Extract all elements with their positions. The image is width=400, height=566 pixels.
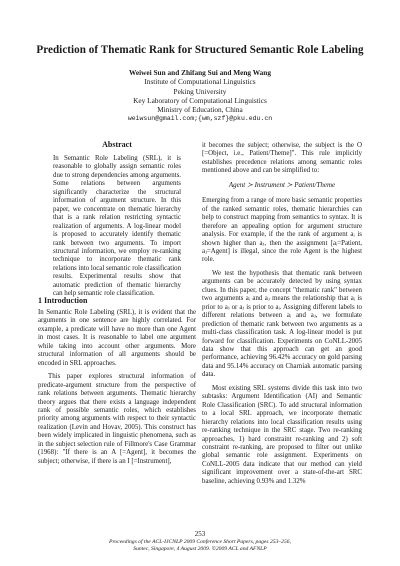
affiliation-line: Key Laboratory of Computational Linguistics [133, 95, 267, 105]
page-number: 253 [194, 530, 206, 538]
section-heading-introduction: 1 Introduction [38, 296, 88, 305]
proceedings-line: Proceedings of the ACL-IJCNLP 2009 Conference Short Papers, pages 253–256, [109, 539, 291, 545]
venue-line [0, 546, 400, 553]
affiliation-line: Institute of Computational Linguistics [144, 77, 256, 87]
author-block [0, 68, 400, 124]
introduction-body [38, 309, 196, 471]
affiliation-line: Ministry of Education, China [157, 105, 243, 115]
paper-title: Prediction of Thematic Rank for Structured Semantic Role Labeling [36, 44, 364, 56]
venue-date: Suntec, Singapore, 4 August 2009. [133, 545, 211, 552]
author-names: Weiwei Sun and Zhifang Sui and Meng Wang [128, 68, 271, 77]
author-email: weiwsun@gmail.com;{wm,szf}@pku.edu.cn [127, 115, 273, 123]
paragraph: This paper explores structural information of predicate-argument structure from the perspective of rank relations between arguments. Thematic hierarchy theory argues that there exists a language independent rank of possible semantic roles, which establishes priority among arguments with respect to their syntactic realization (Levin and Hovav, 2005). This construct has been widely implicated in linguistic phenomena, such as in the subject selection rule of Fillmore's Case Grammar (1968): "If there is an A [=Agent], it becomes the subject; otherwise, if there is an I [=Instrument], [38, 373, 196, 465]
thematic-hierarchy-equation: Agent ≻ Instrument ≻ Patient/Theme [228, 180, 336, 189]
abstract-heading: Abstract [102, 140, 132, 149]
page-footer [0, 530, 400, 553]
right-column-body [202, 142, 362, 491]
abstract-text: In Semantic Role Labeling (SRL), it is reasonable to globally assign semantic roles due to strong dependencies among arguments. Some relations between arguments significantly characterize the structural information of argument structure. In this paper, we concentrate on thematic hierarchy that is a rank relation restricting syntactic realization of arguments. A log-linear model is proposed to accurately identify thematic rank between two arguments. To import structural information, we employ re-ranking technique to incorporate thematic rank relations into local semantic role classification results. Experimental results show that automatic prediction of thematic hierarchy can help semantic role classification. [53, 155, 182, 298]
affiliation-line: Peking University [173, 86, 227, 96]
paragraph: In Semantic Role Labeling (SRL), it is evident that the arguments in one sentence are highly correlated. For example, a predicate will have no more than one Agent in most cases. It is reasonable to label one argument while taking into account other arguments. More structural information of all arguments should be encoded in SRL approaches. [38, 309, 196, 367]
paragraph: Most existing SRL systems divide this task into two subtasks: Argument Identification (AI) and Semantic Role Classification (SRC). To add structural information to a local SRL approach, we incorporate thematic hierarchy relations into local classification results using re-ranking technique in the SRC stage. Two re-ranking approaches, 1) hard constraint re-ranking and 2) soft constraint re-ranking, are proposed to filter out unlike global semantic role assignment. Experiments on CoNLL-2005 data indicate that our method can yield significant improvement over a state-of-the-art SRC baseline, achieving 0.93% and 1.32% [202, 384, 362, 485]
copyright: ©2009 ACL and AFNLP [211, 545, 267, 552]
paragraph: We test the hypothesis that thematic rank between arguments can be accurately detected by using syntax clues. In this paper, the concept "thematic rank" between two arguments aᵢ and aⱼ means the relationship that aᵢ is prior to aⱼ or aⱼ is prior to aᵢ. Assigning different labels to different relations between aᵢ and aⱼ, we formulate prediction of thematic rank between two arguments as a multi-class classification task. A log-linear model is put forward for classification. Experiments on CoNLL-2005 data show that this approach can get an good performance, achieving 96.42% accuracy on gold parsing data and 95.14% accuracy on Charniak automatic parsing data. [202, 269, 362, 379]
paragraph: it becomes the subject; otherwise, the subject is the O [=Object, i.e., Patient/Theme]". This rule implicitly establishes precedence relations among semantic roles mentioned above and can be simplified to: [202, 142, 362, 175]
paragraph: Emerging from a range of more basic semantic properties of the ranked semantic roles, thematic hierarchies can help to construct mapping from semantics to syntax. It is therefore an appealing option for argument structure analysis. For example, if the the rank of argument aᵢ is shown higher than aⱼ, then the assignment [aᵢ=Patient, aⱼ=Agent] is illegal, since the role Agent is the highest role. [202, 197, 362, 264]
